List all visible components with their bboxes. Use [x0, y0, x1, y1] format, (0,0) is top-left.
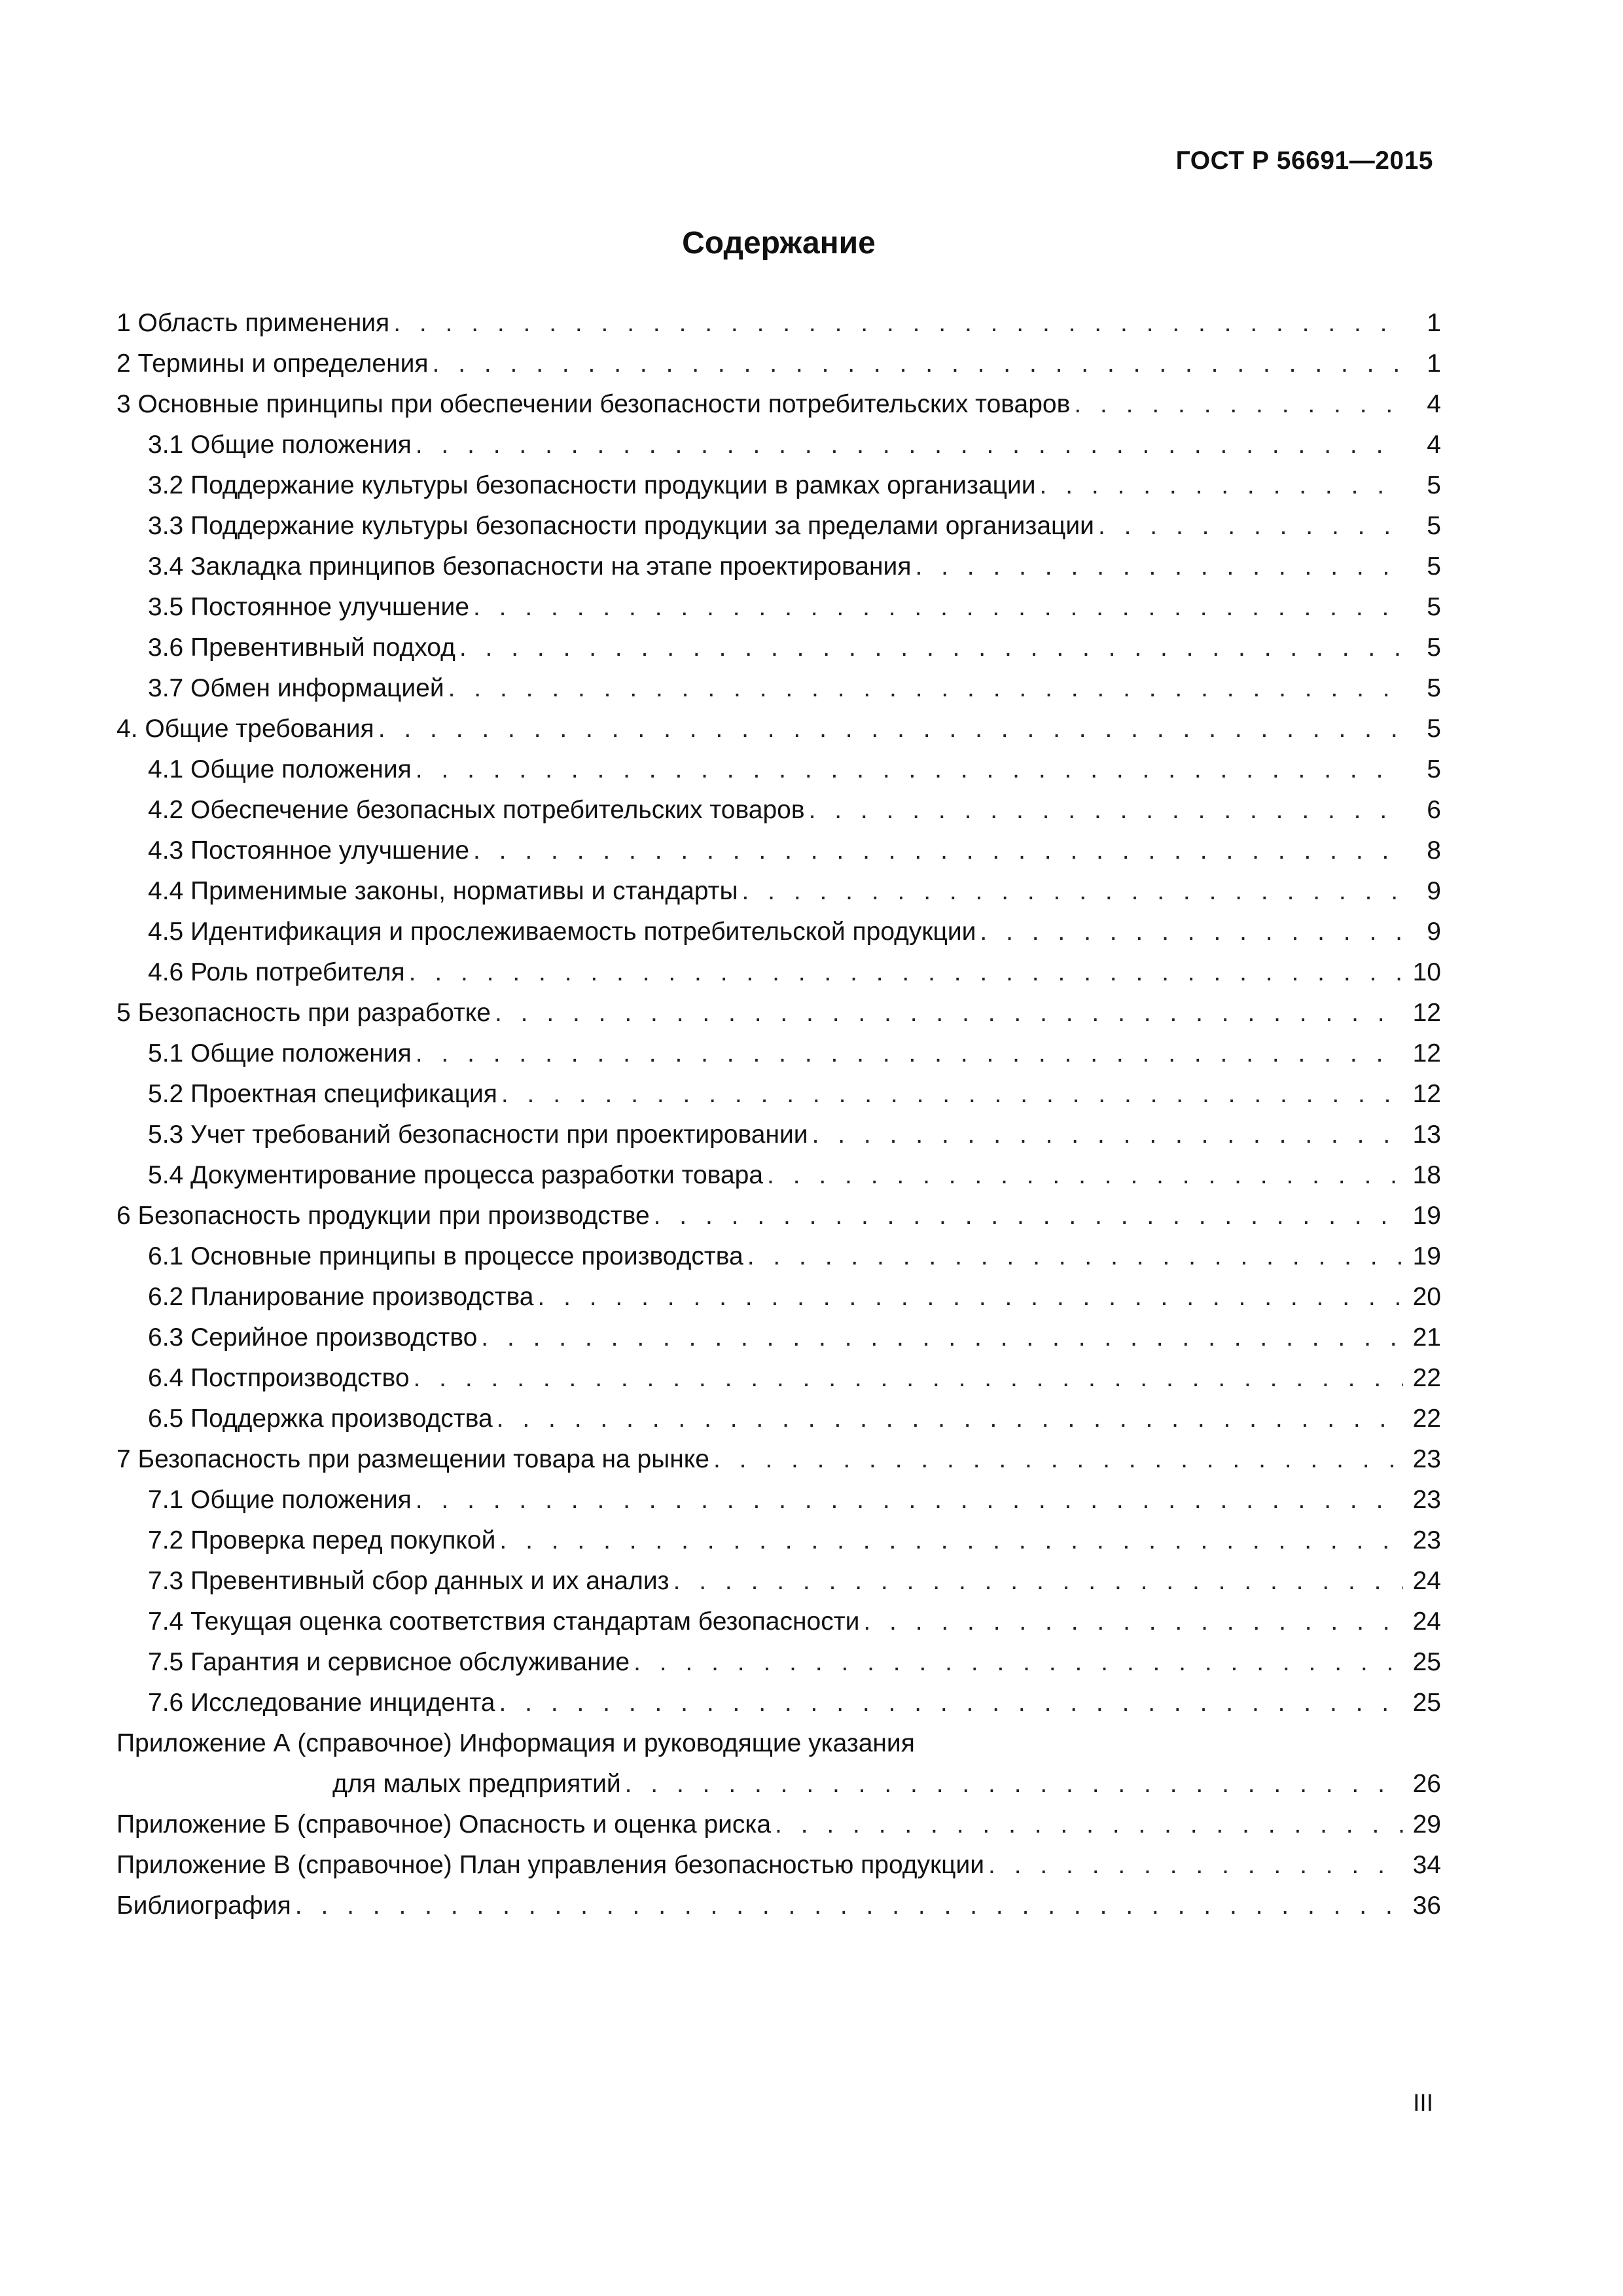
toc-entry[interactable] [116, 506, 1441, 547]
toc-page-number: 4 [1427, 431, 1441, 459]
dot-leader [495, 993, 1403, 1033]
toc-entry[interactable] [116, 952, 1441, 993]
toc-entry-appendix-a[interactable] [116, 1723, 1441, 1804]
dot-leader [809, 790, 1403, 831]
toc-entry[interactable] [116, 1318, 1441, 1358]
toc-page-number: 9 [1427, 877, 1441, 905]
dot-leader [767, 1155, 1403, 1196]
toc-page-number: 13 [1412, 1121, 1441, 1149]
toc-page-number: 4 [1427, 390, 1441, 418]
dot-leader [988, 1845, 1403, 1886]
toc-page-number: 5 [1427, 552, 1441, 581]
toc-page-number: 5 [1427, 593, 1441, 621]
dot-leader [448, 668, 1403, 709]
dot-leader [633, 1642, 1403, 1683]
toc-entry-text: 5 Безопасность при разработке [116, 999, 491, 1027]
toc-entry[interactable] [116, 1399, 1441, 1439]
dot-leader [537, 1277, 1403, 1318]
toc-entry-text: 4.3 Постоянное улучшение [148, 836, 470, 865]
toc-entry[interactable] [116, 1236, 1441, 1277]
toc-entry[interactable] [116, 1561, 1441, 1602]
toc-page-number: 6 [1427, 796, 1441, 824]
toc-entry[interactable] [116, 303, 1441, 344]
toc-page-number: 22 [1412, 1405, 1441, 1433]
toc-page-number: 12 [1412, 1039, 1441, 1067]
toc-entry[interactable] [116, 425, 1441, 465]
toc-entry-wrapped [116, 1723, 1441, 1804]
toc-entry[interactable] [116, 1033, 1441, 1074]
dot-leader [459, 628, 1403, 668]
toc-page-number: 29 [1412, 1810, 1441, 1839]
dot-leader [775, 1804, 1403, 1845]
dot-leader [409, 952, 1403, 993]
dot-leader [416, 1033, 1403, 1074]
toc-entry[interactable] [116, 1115, 1441, 1155]
dot-leader [501, 1074, 1403, 1115]
dot-leader [416, 425, 1403, 465]
toc-entry-appendix-b[interactable] [116, 1804, 1441, 1845]
toc-entry-text: 2 Термины и определения [116, 350, 429, 378]
toc-entry-text: 7 Безопасность при размещении товара на рынке [116, 1445, 709, 1473]
toc-entry[interactable] [116, 1520, 1441, 1561]
toc-entry-text: 6.1 Основные принципы в процессе производства [148, 1242, 743, 1270]
toc-entry[interactable] [116, 587, 1441, 628]
toc-entry[interactable] [116, 1439, 1441, 1480]
toc-page-number: 24 [1412, 1607, 1441, 1636]
toc-entry-text: 4.1 Общие положения [148, 755, 412, 783]
toc-entry[interactable] [116, 1480, 1441, 1520]
toc-entry-text: 6 Безопасность продукции при производстве [116, 1202, 650, 1230]
toc-entry-text: Библиография [116, 1892, 291, 1920]
toc-page-number: 36 [1412, 1892, 1441, 1920]
toc-entry-text: 5.1 Общие положения [148, 1039, 412, 1067]
toc-page-number: 23 [1412, 1486, 1441, 1514]
toc-page-number: 23 [1412, 1445, 1441, 1473]
toc-page-number: 5 [1427, 512, 1441, 540]
toc-entry-text-line1: Приложение А (справочное) Информация и руководящие указания [116, 1729, 915, 1757]
toc-entry-text: 4.4 Применимые законы, нормативы и стандарты [148, 877, 738, 905]
toc-entry[interactable] [116, 1602, 1441, 1642]
toc-entry-text: 1 Область применения [116, 309, 390, 337]
toc-page-number: 5 [1427, 634, 1441, 662]
toc-page-number: 19 [1412, 1242, 1441, 1270]
toc-entry-text: 3 Основные принципы при обеспечении безопасности потребительских товаров [116, 390, 1071, 418]
dot-leader [499, 1520, 1403, 1561]
dot-leader [1098, 506, 1403, 547]
toc-page-number: 12 [1412, 1080, 1441, 1108]
toc-page-number: 1 [1427, 350, 1441, 378]
toc-entry-text: 7.2 Проверка перед покупкой [148, 1526, 496, 1554]
toc-entry[interactable] [116, 384, 1441, 425]
dot-leader [812, 1115, 1403, 1155]
dot-leader [742, 871, 1404, 912]
toc-page-number: 1 [1427, 309, 1441, 337]
toc-page-number: 5 [1427, 755, 1441, 783]
toc-entry[interactable] [116, 749, 1441, 790]
toc-entry-text: 6.2 Планирование производства [148, 1283, 534, 1311]
toc-page-number: 23 [1412, 1526, 1441, 1554]
toc-entry[interactable] [116, 1277, 1441, 1318]
toc-entry-text: 7.4 Текущая оценка соответствия стандартам безопасности [148, 1607, 860, 1636]
toc-entry[interactable] [116, 993, 1441, 1033]
toc-entry[interactable] [116, 1358, 1441, 1399]
dot-leader [473, 831, 1403, 871]
dot-leader [473, 587, 1403, 628]
toc-entry-text: 6.5 Поддержка производства [148, 1405, 493, 1433]
toc-entry-text: Приложение В (справочное) План управления безопасностью продукции [116, 1851, 985, 1879]
dot-leader [673, 1561, 1403, 1602]
toc-entry-line2 [116, 1764, 1441, 1804]
document-code: ГОСТ Р 56691—2015 [1175, 147, 1433, 175]
dot-leader [416, 749, 1403, 790]
toc-entry[interactable] [116, 1196, 1441, 1236]
toc-entry[interactable] [116, 547, 1441, 587]
toc-entry-text: 5.4 Документирование процесса разработки товара [148, 1161, 764, 1189]
toc-entry-text: 3.5 Постоянное улучшение [148, 593, 470, 621]
dot-leader [499, 1683, 1403, 1723]
toc-entry[interactable] [116, 1074, 1441, 1115]
dot-leader [378, 709, 1403, 749]
toc-page-number: 20 [1412, 1283, 1441, 1311]
dot-leader [747, 1236, 1403, 1277]
dot-leader [915, 547, 1403, 587]
dot-leader [863, 1602, 1403, 1642]
dot-leader [414, 1358, 1403, 1399]
toc-entry-text: 7.3 Превентивный сбор данных и их анализ [148, 1567, 669, 1595]
toc-entry[interactable] [116, 790, 1441, 831]
toc-entry-text: 4. Общие требования [116, 715, 374, 743]
toc-entry-text: 3.6 Превентивный подход [148, 634, 455, 662]
toc-entry-text: 3.1 Общие положения [148, 431, 412, 459]
dot-leader [654, 1196, 1403, 1236]
toc-entry[interactable] [116, 831, 1441, 871]
toc-entry-appendix-v[interactable] [116, 1845, 1441, 1886]
toc-page-number: 12 [1412, 999, 1441, 1027]
toc-entry-text: 3.7 Обмен информацией [148, 674, 444, 702]
toc-page-number: 34 [1412, 1851, 1441, 1879]
toc-entry[interactable] [116, 1642, 1441, 1683]
toc-entry-text: 3.3 Поддержание культуры безопасности продукции за пределами организации [148, 512, 1094, 540]
dot-leader [416, 1480, 1403, 1520]
dot-leader [1040, 465, 1403, 506]
toc-entry-bibliography[interactable] [116, 1886, 1441, 1926]
toc-entry-text: 3.2 Поддержание культуры безопасности продукции в рамках организации [148, 471, 1036, 499]
toc-page-number: 18 [1412, 1161, 1441, 1189]
dot-leader [481, 1318, 1403, 1358]
toc-page-number: 21 [1412, 1323, 1441, 1352]
toc-entry[interactable] [116, 668, 1441, 709]
toc-page-number: 22 [1412, 1364, 1441, 1392]
dot-leader [433, 344, 1403, 384]
table-of-contents [116, 303, 1441, 1926]
toc-entry-text: 4.5 Идентификация и прослеживаемость потребительской продукции [148, 918, 976, 946]
page-number-footer: III [1413, 2089, 1433, 2116]
toc-page-number: 5 [1427, 674, 1441, 702]
toc-entry-text: 4.2 Обеспечение безопасных потребительских товаров [148, 796, 805, 824]
toc-entry[interactable] [116, 709, 1441, 749]
toc-page-number: 25 [1412, 1648, 1441, 1676]
toc-title: Содержание [682, 226, 876, 260]
dot-leader [980, 912, 1403, 952]
toc-page-number: 9 [1427, 918, 1441, 946]
toc-entry-text: 7.6 Исследование инцидента [148, 1689, 495, 1717]
dot-leader [295, 1886, 1403, 1926]
toc-entry[interactable] [116, 628, 1441, 668]
toc-entry[interactable] [116, 465, 1441, 506]
toc-entry[interactable] [116, 1683, 1441, 1723]
toc-entry[interactable] [116, 344, 1441, 384]
toc-entry-text: 7.5 Гарантия и сервисное обслуживание [148, 1648, 630, 1676]
dot-leader [1074, 384, 1403, 425]
toc-entry[interactable] [116, 1155, 1441, 1196]
toc-entry[interactable] [116, 871, 1441, 912]
dot-leader [713, 1439, 1403, 1480]
toc-entry-text-line2: для малых предприятий [332, 1770, 621, 1798]
toc-page-number: 8 [1427, 836, 1441, 865]
toc-page-number: 26 [1412, 1770, 1441, 1798]
toc-entry-text: 5.3 Учет требований безопасности при проектировании [148, 1121, 808, 1149]
toc-entry[interactable] [116, 912, 1441, 952]
toc-entry-text: 4.6 Роль потребителя [148, 958, 405, 986]
toc-page-number: 10 [1412, 958, 1441, 986]
dot-leader [625, 1764, 1403, 1804]
toc-page-number: 19 [1412, 1202, 1441, 1230]
toc-entry-text: 6.4 Постпроизводство [148, 1364, 410, 1392]
toc-entry-text: 6.3 Серийное производство [148, 1323, 478, 1352]
toc-entry-text: 5.2 Проектная спецификация [148, 1080, 497, 1108]
dot-leader [393, 303, 1403, 344]
toc-entry-text: Приложение Б (справочное) Опасность и оценка риска [116, 1810, 772, 1839]
toc-page-number: 24 [1412, 1567, 1441, 1595]
toc-page-number: 25 [1412, 1689, 1441, 1717]
toc-page-number: 5 [1427, 715, 1441, 743]
toc-entry-text: 3.4 Закладка принципов безопасности на этапе проектирования [148, 552, 912, 581]
toc-page-number: 5 [1427, 471, 1441, 499]
toc-entry-text: 7.1 Общие положения [148, 1486, 412, 1514]
dot-leader [497, 1399, 1403, 1439]
